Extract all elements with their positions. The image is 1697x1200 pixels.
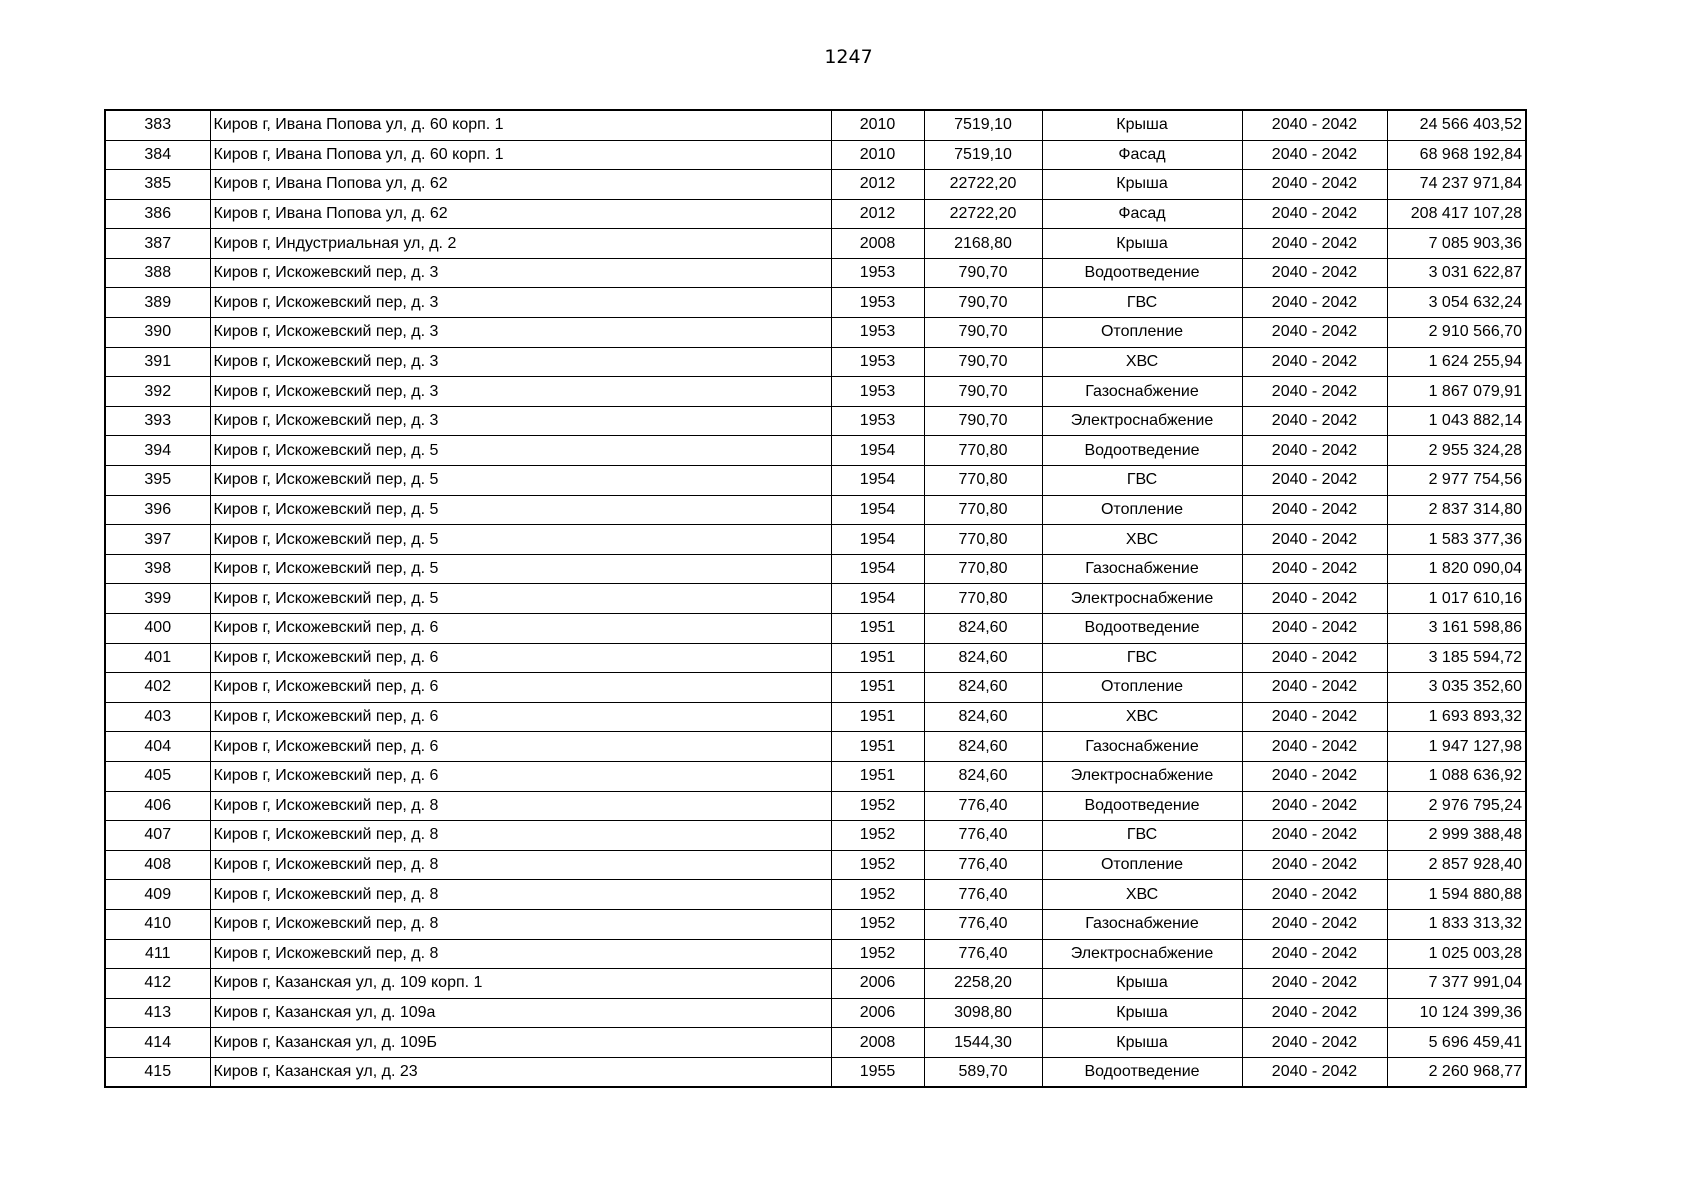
area-cell: 770,80 (924, 436, 1042, 466)
cost-cell: 74 237 971,84 (1387, 170, 1526, 200)
row-number-cell: 408 (105, 850, 210, 880)
cost-cell: 24 566 403,52 (1387, 110, 1526, 140)
work-type-cell: Водоотведение (1042, 791, 1242, 821)
period-cell: 2040 - 2042 (1242, 791, 1387, 821)
year-cell: 1954 (831, 554, 924, 584)
cost-cell: 3 185 594,72 (1387, 643, 1526, 673)
address-cell: Киров г, Искожевский пер, д. 8 (210, 880, 831, 910)
work-type-cell: Водоотведение (1042, 614, 1242, 644)
cost-cell: 2 837 314,80 (1387, 495, 1526, 525)
table-row (105, 702, 1526, 732)
address-cell: Киров г, Искожевский пер, д. 6 (210, 761, 831, 791)
row-number-cell: 392 (105, 377, 210, 407)
year-cell: 1954 (831, 525, 924, 555)
table-row (105, 732, 1526, 762)
row-number-cell: 394 (105, 436, 210, 466)
year-cell: 1951 (831, 614, 924, 644)
period-cell: 2040 - 2042 (1242, 466, 1387, 496)
cost-cell: 1 820 090,04 (1387, 554, 1526, 584)
work-type-cell: Фасад (1042, 199, 1242, 229)
work-type-cell: ГВС (1042, 643, 1242, 673)
area-cell: 770,80 (924, 466, 1042, 496)
area-cell: 824,60 (924, 673, 1042, 703)
table-row (105, 584, 1526, 614)
area-cell: 2258,20 (924, 969, 1042, 999)
year-cell: 2008 (831, 1028, 924, 1058)
address-cell: Киров г, Искожевский пер, д. 6 (210, 732, 831, 762)
year-cell: 1952 (831, 821, 924, 851)
year-cell: 1952 (831, 880, 924, 910)
cost-cell: 68 968 192,84 (1387, 140, 1526, 170)
period-cell: 2040 - 2042 (1242, 614, 1387, 644)
work-type-cell: Фасад (1042, 140, 1242, 170)
cost-cell: 1 017 610,16 (1387, 584, 1526, 614)
table-row (105, 1057, 1526, 1087)
period-cell: 2040 - 2042 (1242, 140, 1387, 170)
cost-cell: 1 693 893,32 (1387, 702, 1526, 732)
address-cell: Киров г, Искожевский пер, д. 5 (210, 554, 831, 584)
period-cell: 2040 - 2042 (1242, 377, 1387, 407)
row-number-cell: 404 (105, 732, 210, 762)
area-cell: 770,80 (924, 495, 1042, 525)
address-cell: Киров г, Казанская ул, д. 109 корп. 1 (210, 969, 831, 999)
period-cell: 2040 - 2042 (1242, 436, 1387, 466)
table-row (105, 880, 1526, 910)
year-cell: 1951 (831, 673, 924, 703)
cost-cell: 3 035 352,60 (1387, 673, 1526, 703)
area-cell: 824,60 (924, 761, 1042, 791)
year-cell: 1952 (831, 850, 924, 880)
area-cell: 770,80 (924, 554, 1042, 584)
cost-cell: 2 955 324,28 (1387, 436, 1526, 466)
area-cell: 790,70 (924, 288, 1042, 318)
row-number-cell: 412 (105, 969, 210, 999)
table-row (105, 673, 1526, 703)
year-cell: 1951 (831, 732, 924, 762)
address-cell: Киров г, Ивана Попова ул, д. 60 корп. 1 (210, 110, 831, 140)
work-type-cell: ГВС (1042, 288, 1242, 318)
area-cell: 790,70 (924, 377, 1042, 407)
row-number-cell: 393 (105, 406, 210, 436)
area-cell: 7519,10 (924, 110, 1042, 140)
address-cell: Киров г, Искожевский пер, д. 5 (210, 584, 831, 614)
work-type-cell: Крыша (1042, 1028, 1242, 1058)
area-cell: 824,60 (924, 643, 1042, 673)
period-cell: 2040 - 2042 (1242, 229, 1387, 259)
work-type-cell: ХВС (1042, 347, 1242, 377)
period-cell: 2040 - 2042 (1242, 170, 1387, 200)
year-cell: 1953 (831, 258, 924, 288)
area-cell: 824,60 (924, 732, 1042, 762)
table-row (105, 643, 1526, 673)
year-cell: 1955 (831, 1057, 924, 1087)
area-cell: 3098,80 (924, 998, 1042, 1028)
row-number-cell: 406 (105, 791, 210, 821)
period-cell: 2040 - 2042 (1242, 702, 1387, 732)
row-number-cell: 395 (105, 466, 210, 496)
address-cell: Киров г, Ивана Попова ул, д. 62 (210, 170, 831, 200)
area-cell: 776,40 (924, 821, 1042, 851)
period-cell: 2040 - 2042 (1242, 1057, 1387, 1087)
row-number-cell: 398 (105, 554, 210, 584)
cost-cell: 2 260 968,77 (1387, 1057, 1526, 1087)
table-row (105, 525, 1526, 555)
row-number-cell: 402 (105, 673, 210, 703)
address-cell: Киров г, Искожевский пер, д. 3 (210, 377, 831, 407)
work-type-cell: ГВС (1042, 466, 1242, 496)
address-cell: Киров г, Искожевский пер, д. 5 (210, 495, 831, 525)
table-row (105, 288, 1526, 318)
cost-cell: 7 085 903,36 (1387, 229, 1526, 259)
cost-cell: 1 594 880,88 (1387, 880, 1526, 910)
period-cell: 2040 - 2042 (1242, 821, 1387, 851)
area-cell: 790,70 (924, 406, 1042, 436)
period-cell: 2040 - 2042 (1242, 288, 1387, 318)
table-row (105, 1028, 1526, 1058)
period-cell: 2040 - 2042 (1242, 761, 1387, 791)
area-cell: 770,80 (924, 584, 1042, 614)
work-type-cell: Электроснабжение (1042, 761, 1242, 791)
cost-cell: 3 054 632,24 (1387, 288, 1526, 318)
row-number-cell: 385 (105, 170, 210, 200)
cost-cell: 2 977 754,56 (1387, 466, 1526, 496)
table-row (105, 791, 1526, 821)
year-cell: 1953 (831, 377, 924, 407)
work-type-cell: Отопление (1042, 495, 1242, 525)
row-number-cell: 401 (105, 643, 210, 673)
row-number-cell: 388 (105, 258, 210, 288)
table-row (105, 614, 1526, 644)
address-cell: Киров г, Искожевский пер, д. 6 (210, 643, 831, 673)
row-number-cell: 414 (105, 1028, 210, 1058)
period-cell: 2040 - 2042 (1242, 406, 1387, 436)
row-number-cell: 411 (105, 939, 210, 969)
table-row (105, 939, 1526, 969)
year-cell: 2006 (831, 969, 924, 999)
table-row (105, 258, 1526, 288)
work-type-cell: Крыша (1042, 110, 1242, 140)
table-row (105, 406, 1526, 436)
row-number-cell: 396 (105, 495, 210, 525)
area-cell: 776,40 (924, 791, 1042, 821)
row-number-cell: 399 (105, 584, 210, 614)
area-cell: 22722,20 (924, 199, 1042, 229)
year-cell: 2012 (831, 170, 924, 200)
cost-cell: 1 583 377,36 (1387, 525, 1526, 555)
year-cell: 1952 (831, 791, 924, 821)
period-cell: 2040 - 2042 (1242, 318, 1387, 348)
table-row (105, 761, 1526, 791)
year-cell: 2010 (831, 110, 924, 140)
table-row (105, 969, 1526, 999)
year-cell: 2006 (831, 998, 924, 1028)
address-cell: Киров г, Искожевский пер, д. 3 (210, 347, 831, 377)
year-cell: 1953 (831, 288, 924, 318)
table-row (105, 318, 1526, 348)
cost-cell: 1 624 255,94 (1387, 347, 1526, 377)
year-cell: 1954 (831, 436, 924, 466)
work-type-cell: Крыша (1042, 229, 1242, 259)
table-row (105, 170, 1526, 200)
cost-cell: 1 043 882,14 (1387, 406, 1526, 436)
period-cell: 2040 - 2042 (1242, 909, 1387, 939)
year-cell: 1954 (831, 466, 924, 496)
work-type-cell: ХВС (1042, 880, 1242, 910)
cost-cell: 3 161 598,86 (1387, 614, 1526, 644)
registry-table-body (105, 110, 1526, 1087)
work-type-cell: Электроснабжение (1042, 584, 1242, 614)
work-type-cell: Отопление (1042, 673, 1242, 703)
page-number: 1247 (824, 46, 873, 68)
work-type-cell: Крыша (1042, 998, 1242, 1028)
cost-cell: 5 696 459,41 (1387, 1028, 1526, 1058)
row-number-cell: 415 (105, 1057, 210, 1087)
address-cell: Киров г, Искожевский пер, д. 3 (210, 318, 831, 348)
year-cell: 1951 (831, 702, 924, 732)
period-cell: 2040 - 2042 (1242, 939, 1387, 969)
address-cell: Киров г, Искожевский пер, д. 3 (210, 258, 831, 288)
period-cell: 2040 - 2042 (1242, 258, 1387, 288)
year-cell: 1952 (831, 939, 924, 969)
table-row (105, 436, 1526, 466)
table-row (105, 377, 1526, 407)
address-cell: Киров г, Искожевский пер, д. 5 (210, 466, 831, 496)
address-cell: Киров г, Искожевский пер, д. 8 (210, 850, 831, 880)
cost-cell: 208 417 107,28 (1387, 199, 1526, 229)
work-type-cell: Водоотведение (1042, 258, 1242, 288)
cost-cell: 1 088 636,92 (1387, 761, 1526, 791)
year-cell: 1954 (831, 584, 924, 614)
table-row (105, 909, 1526, 939)
address-cell: Киров г, Искожевский пер, д. 3 (210, 288, 831, 318)
address-cell: Киров г, Искожевский пер, д. 8 (210, 909, 831, 939)
cost-cell: 2 999 388,48 (1387, 821, 1526, 851)
address-cell: Киров г, Казанская ул, д. 109а (210, 998, 831, 1028)
address-cell: Киров г, Искожевский пер, д. 5 (210, 525, 831, 555)
period-cell: 2040 - 2042 (1242, 1028, 1387, 1058)
period-cell: 2040 - 2042 (1242, 732, 1387, 762)
work-type-cell: ГВС (1042, 821, 1242, 851)
work-type-cell: Электроснабжение (1042, 406, 1242, 436)
table-row (105, 850, 1526, 880)
row-number-cell: 390 (105, 318, 210, 348)
period-cell: 2040 - 2042 (1242, 525, 1387, 555)
cost-cell: 1 867 079,91 (1387, 377, 1526, 407)
work-type-cell: ХВС (1042, 702, 1242, 732)
row-number-cell: 403 (105, 702, 210, 732)
work-type-cell: ХВС (1042, 525, 1242, 555)
work-type-cell: Газоснабжение (1042, 909, 1242, 939)
area-cell: 824,60 (924, 614, 1042, 644)
period-cell: 2040 - 2042 (1242, 495, 1387, 525)
table-row (105, 110, 1526, 140)
period-cell: 2040 - 2042 (1242, 880, 1387, 910)
table-row (105, 554, 1526, 584)
period-cell: 2040 - 2042 (1242, 850, 1387, 880)
area-cell: 1544,30 (924, 1028, 1042, 1058)
cost-cell: 2 910 566,70 (1387, 318, 1526, 348)
address-cell: Киров г, Ивана Попова ул, д. 62 (210, 199, 831, 229)
table-row (105, 821, 1526, 851)
work-type-cell: Электроснабжение (1042, 939, 1242, 969)
row-number-cell: 400 (105, 614, 210, 644)
year-cell: 2010 (831, 140, 924, 170)
year-cell: 1951 (831, 761, 924, 791)
area-cell: 776,40 (924, 850, 1042, 880)
cost-cell: 1 025 003,28 (1387, 939, 1526, 969)
period-cell: 2040 - 2042 (1242, 584, 1387, 614)
table-row (105, 229, 1526, 259)
address-cell: Киров г, Индустриальная ул, д. 2 (210, 229, 831, 259)
work-type-cell: Газоснабжение (1042, 554, 1242, 584)
address-cell: Киров г, Искожевский пер, д. 8 (210, 939, 831, 969)
row-number-cell: 397 (105, 525, 210, 555)
cost-cell: 1 833 313,32 (1387, 909, 1526, 939)
address-cell: Киров г, Искожевский пер, д. 6 (210, 702, 831, 732)
year-cell: 1953 (831, 318, 924, 348)
period-cell: 2040 - 2042 (1242, 554, 1387, 584)
row-number-cell: 386 (105, 199, 210, 229)
area-cell: 7519,10 (924, 140, 1042, 170)
row-number-cell: 405 (105, 761, 210, 791)
row-number-cell: 384 (105, 140, 210, 170)
address-cell: Киров г, Искожевский пер, д. 8 (210, 791, 831, 821)
work-type-cell: Крыша (1042, 170, 1242, 200)
year-cell: 1951 (831, 643, 924, 673)
table-row (105, 199, 1526, 229)
row-number-cell: 410 (105, 909, 210, 939)
year-cell: 2012 (831, 199, 924, 229)
registry-table (104, 109, 1527, 1088)
area-cell: 776,40 (924, 939, 1042, 969)
year-cell: 2008 (831, 229, 924, 259)
address-cell: Киров г, Казанская ул, д. 109Б (210, 1028, 831, 1058)
work-type-cell: Отопление (1042, 318, 1242, 348)
period-cell: 2040 - 2042 (1242, 199, 1387, 229)
area-cell: 770,80 (924, 525, 1042, 555)
address-cell: Киров г, Искожевский пер, д. 6 (210, 614, 831, 644)
cost-cell: 2 976 795,24 (1387, 791, 1526, 821)
period-cell: 2040 - 2042 (1242, 998, 1387, 1028)
work-type-cell: Водоотведение (1042, 436, 1242, 466)
row-number-cell: 391 (105, 347, 210, 377)
year-cell: 1952 (831, 909, 924, 939)
area-cell: 776,40 (924, 909, 1042, 939)
address-cell: Киров г, Искожевский пер, д. 5 (210, 436, 831, 466)
work-type-cell: Отопление (1042, 850, 1242, 880)
table-row (105, 140, 1526, 170)
year-cell: 1953 (831, 347, 924, 377)
cost-cell: 2 857 928,40 (1387, 850, 1526, 880)
area-cell: 790,70 (924, 347, 1042, 377)
year-cell: 1953 (831, 406, 924, 436)
address-cell: Киров г, Казанская ул, д. 23 (210, 1057, 831, 1087)
period-cell: 2040 - 2042 (1242, 643, 1387, 673)
row-number-cell: 407 (105, 821, 210, 851)
work-type-cell: Крыша (1042, 969, 1242, 999)
year-cell: 1954 (831, 495, 924, 525)
cost-cell: 3 031 622,87 (1387, 258, 1526, 288)
period-cell: 2040 - 2042 (1242, 969, 1387, 999)
work-type-cell: Водоотведение (1042, 1057, 1242, 1087)
address-cell: Киров г, Искожевский пер, д. 6 (210, 673, 831, 703)
area-cell: 790,70 (924, 258, 1042, 288)
row-number-cell: 413 (105, 998, 210, 1028)
table-row (105, 466, 1526, 496)
work-type-cell: Газоснабжение (1042, 377, 1242, 407)
table-row (105, 998, 1526, 1028)
area-cell: 2168,80 (924, 229, 1042, 259)
row-number-cell: 387 (105, 229, 210, 259)
row-number-cell: 389 (105, 288, 210, 318)
table-row (105, 347, 1526, 377)
area-cell: 589,70 (924, 1057, 1042, 1087)
cost-cell: 7 377 991,04 (1387, 969, 1526, 999)
address-cell: Киров г, Искожевский пер, д. 3 (210, 406, 831, 436)
address-cell: Киров г, Искожевский пер, д. 8 (210, 821, 831, 851)
row-number-cell: 409 (105, 880, 210, 910)
cost-cell: 10 124 399,36 (1387, 998, 1526, 1028)
row-number-cell: 383 (105, 110, 210, 140)
cost-cell: 1 947 127,98 (1387, 732, 1526, 762)
period-cell: 2040 - 2042 (1242, 110, 1387, 140)
area-cell: 824,60 (924, 702, 1042, 732)
work-type-cell: Газоснабжение (1042, 732, 1242, 762)
address-cell: Киров г, Ивана Попова ул, д. 60 корп. 1 (210, 140, 831, 170)
area-cell: 776,40 (924, 880, 1042, 910)
area-cell: 790,70 (924, 318, 1042, 348)
period-cell: 2040 - 2042 (1242, 347, 1387, 377)
area-cell: 22722,20 (924, 170, 1042, 200)
period-cell: 2040 - 2042 (1242, 673, 1387, 703)
table-row (105, 495, 1526, 525)
